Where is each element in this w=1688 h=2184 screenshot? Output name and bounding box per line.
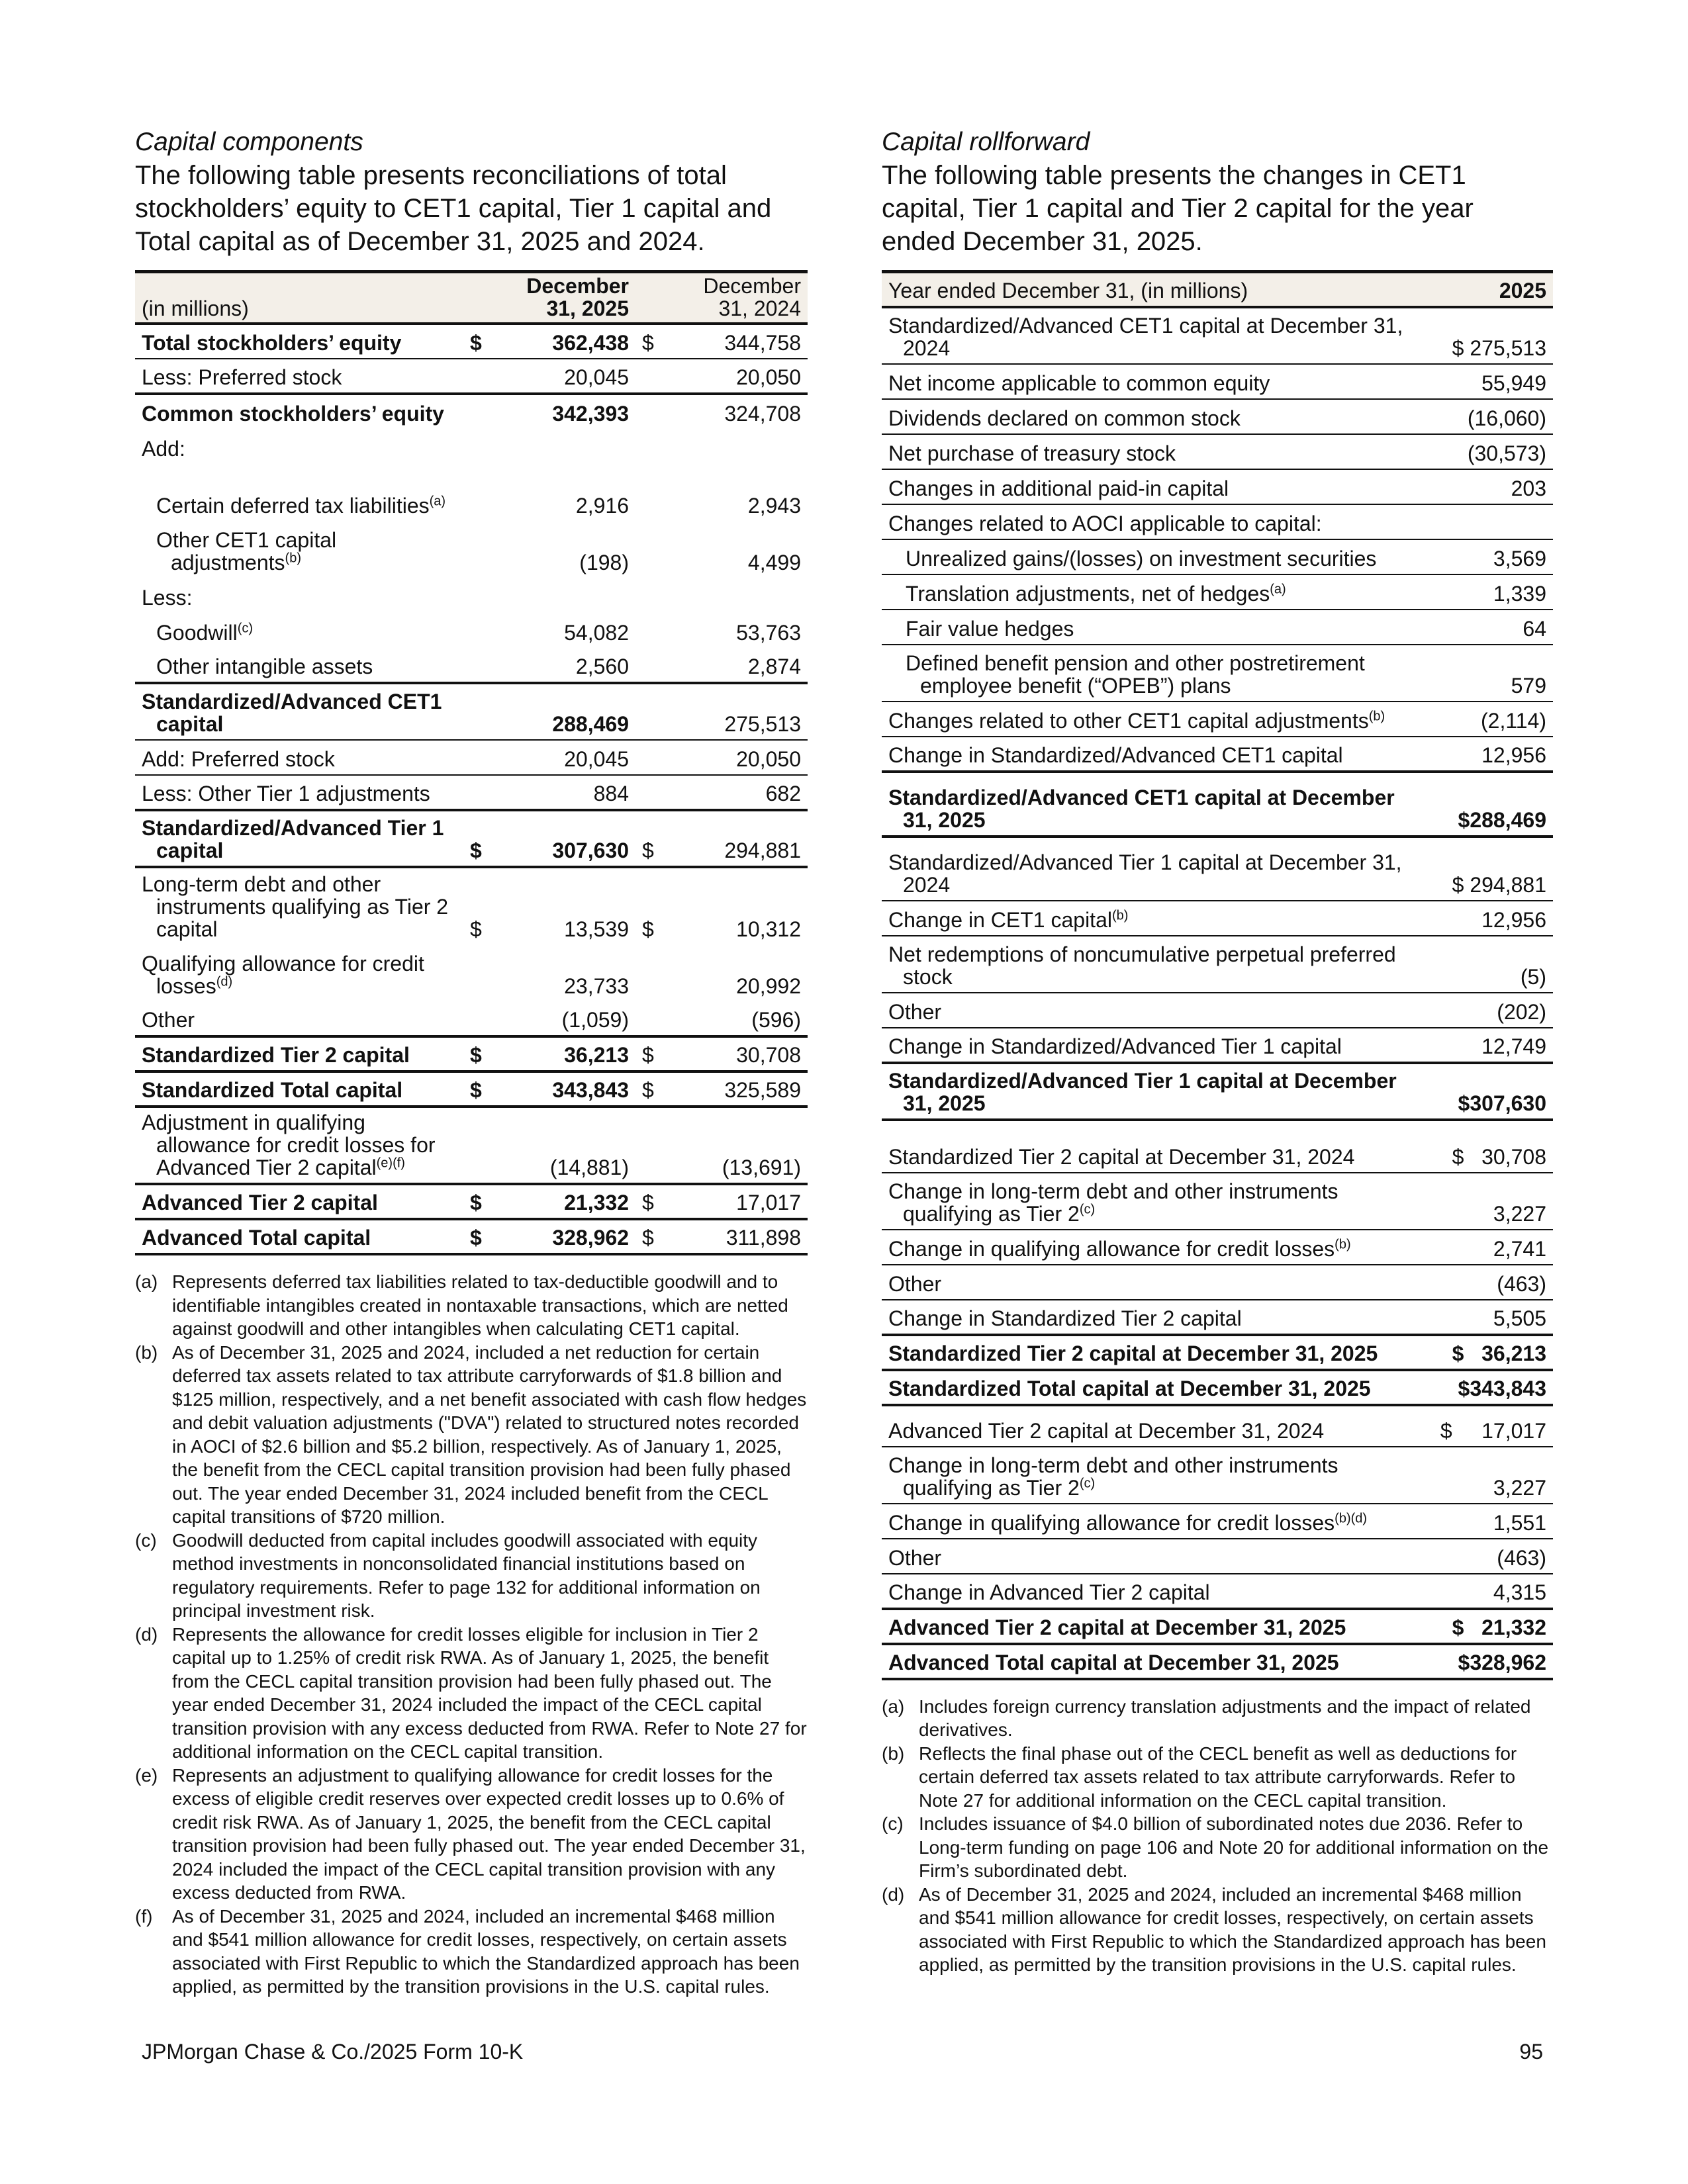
table-row: Change in qualifying allowance for credit losses$^{(b)(d)}$ 1,551 bbox=[882, 1504, 1553, 1539]
table-row: Standardized Tier 2 capital at December 31, 2025 $ 36,213 bbox=[882, 1335, 1553, 1370]
table-row: Certain deferred tax liabilities$^{(a)}$ 2,916 2,943 bbox=[156, 494, 801, 518]
table-row: Other (202) bbox=[882, 993, 1553, 1028]
table-row: Add: bbox=[142, 437, 185, 461]
footnote: (c) Includes issuance of $4.0 billion of subordinated notes due 2036. Refer to Long-term funding on page 106 and Note 20 for additional information on the Firm’s subordinated debt. bbox=[882, 1813, 1549, 1881]
section-title: Capital rollforward bbox=[882, 128, 1090, 156]
footnote: (c) Goodwill deducted from capital includes goodwill associated with equity method investments in nonconsolidated financial institutions based on regulatory requirements. Refer to page 132 for additional information on principal investment risk. bbox=[135, 1529, 761, 1621]
table-row: Less: Other Tier 1 adjustments 884 682 bbox=[135, 775, 808, 810]
table-row: Advanced Tier 2 capital at December 31, 2025 $ 21,332 bbox=[882, 1609, 1553, 1644]
table-row: Change in Advanced Tier 2 capital 4,315 bbox=[882, 1574, 1553, 1609]
page-footer-title: JPMorgan Chase & Co./2025 Form 10-K bbox=[142, 2040, 524, 2064]
table-row: Changes in additional paid-in capital 203 bbox=[882, 469, 1553, 504]
table-row: Net redemptions of noncumulative perpetual preferred stock (5) bbox=[882, 936, 1553, 993]
table-row: Unrealized gains/(losses) on investment securities 3,569 bbox=[882, 539, 1553, 574]
table-row: Less: bbox=[142, 586, 193, 610]
table-row: Goodwill$^{(c)}$ 54,082 53,763 bbox=[156, 621, 801, 645]
page-number: 95 bbox=[1519, 2040, 1543, 2064]
table-row: Standardized Tier 2 capital at December 31, 2024 $ 30,708 bbox=[882, 1120, 1553, 1173]
table-row: Standardized/Advanced CET1 capital 288,469 275,513 bbox=[135, 683, 808, 740]
table-row: Standardized Tier 2 capital $ 36,213 $ 30,708 bbox=[135, 1036, 808, 1071]
table-row: Change in long-term debt and other instruments qualifying as Tier 2$^{(c)}$ 3,227 bbox=[882, 1447, 1553, 1504]
table-row: Fair value hedges 64 bbox=[882, 610, 1553, 645]
header-col-2024: December 31, 2024 bbox=[669, 272, 808, 324]
section-title: Capital components bbox=[135, 128, 363, 156]
table-row: Add: Preferred stock 20,045 20,050 bbox=[135, 740, 808, 775]
table-row: Change in Standardized/Advanced CET1 capital 12,956 bbox=[882, 737, 1553, 772]
footnote: (f) As of December 31, 2025 and 2024, included an incremental $468 million and $541 million allowance for credit losses, respectively, on certain assets associated with First Republic to which the Standardized approach has been applied, as permitted by the transition provisions in the U.S. capital rules. bbox=[135, 1905, 800, 1997]
table-row: Less: Preferred stock 20,045 20,050 bbox=[135, 359, 808, 394]
table-row: Standardized Total capital at December 31, 2025 $343,843 bbox=[882, 1370, 1553, 1405]
footnote: (d) Represents the allowance for credit losses eligible for inclusion in Tier 2 capital up to 1.25% of credit risk RWA. As of January 1, 2025, the benefit from the CECL capital transition provision had been fully phased out. The year ended December 31, 2024 included the impact of the CECL capital transition provision with any excess deducted from RWA. Refer to Note 27 for additional information on the CECL capital transition. bbox=[135, 1623, 807, 1762]
table-row: Other intangible assets 2,560 2,874 bbox=[135, 648, 808, 683]
capital-components-section bbox=[135, 126, 808, 1999]
table-row: Advanced Total capital $ 328,962 $ 311,898 bbox=[135, 1219, 808, 1254]
table-header: Year ended December 31, (in millions) 2025 bbox=[882, 272, 1553, 307]
capital-rollforward-section bbox=[882, 126, 1553, 1977]
table-row: Standardized Total capital $ 343,843 $ 325,589 bbox=[135, 1071, 808, 1107]
table-row: Common stockholders’ equity 342,393 324,708 bbox=[142, 402, 801, 426]
table-row: Advanced Tier 2 capital $ 21,332 $ 17,017 bbox=[135, 1184, 808, 1219]
table-row: Dividends declared on common stock (16,060) bbox=[882, 399, 1553, 434]
footnote: (a) Represents deferred tax liabilities related to tax-deductible goodwill and to identifiable intangibles created in nontaxable transactions, which are netted against goodwill and other intangibles when calculating CET1 capital. bbox=[135, 1271, 788, 1339]
table-row: Net purchase of treasury stock (30,573) bbox=[882, 434, 1553, 469]
table-row: Total stockholders’ equity $ 362,438 $ 344,758 bbox=[135, 324, 808, 359]
table-row: Changes related to other CET1 capital adjustments$^{(b)}$ (2,114) bbox=[882, 702, 1553, 737]
table-row: Change in Standardized/Advanced Tier 1 capital 12,749 bbox=[882, 1028, 1553, 1063]
table-row: Other (463) bbox=[882, 1265, 1553, 1300]
footnotes bbox=[135, 1270, 808, 1999]
table-row: Change in Standardized Tier 2 capital 5,505 bbox=[882, 1300, 1553, 1335]
footnote: (b) Reflects the final phase out of the CECL benefit as well as deductions for certain deferred tax assets related to tax attribute carryforwards. Refer to Note 27 for additional information on the CECL capital transition. bbox=[882, 1743, 1517, 1811]
capital-rollforward-table bbox=[882, 270, 1553, 1680]
table-row: Long-term debt and other instruments qualifying as Tier 2 capital $ 13,539 $ 10,312 bbox=[142, 872, 801, 941]
table-row: Advanced Tier 2 capital at December 31, 2024 $ 17,017 bbox=[882, 1405, 1553, 1447]
capital-components-table bbox=[135, 270, 808, 1255]
table-row: Standardized/Advanced Tier 1 capital at December 31, 2025 $307,630 bbox=[882, 1063, 1553, 1120]
footnote: (b) As of December 31, 2025 and 2024, included a net reduction for certain deferred tax assets related to tax attribute carryforwards of $1.8 billion and $125 million, respectively, and a net benefit associated with cash flow hedges and debit valuation adjustments ("DVA") related to structured notes recorded in AOCI of $2.6 billion and $5.2 billion, respectively. As of January 1, 2025, the benefit from the CECL capital transition provision had been fully phased out. The year ended December 31, 2024 included benefit from the CECL capital transitions of $720 million. bbox=[135, 1342, 807, 1527]
table-row: Translation adjustments, net of hedges$^{(a)}$ 1,339 bbox=[882, 574, 1553, 610]
table-row: Change in long-term debt and other instruments qualifying as Tier 2$^{(c)}$ 3,227 bbox=[882, 1173, 1553, 1230]
table-row: Other CET1 capital adjustments$^{(b)}$ (198) 4,499 bbox=[156, 528, 801, 574]
header-label: (in millions) bbox=[135, 272, 463, 324]
footnote: (d) As of December 31, 2025 and 2024, included an incremental $468 million and $541 million allowance for credit losses, respectively, on certain assets associated with First Republic to which the Standardized approach has been applied, as permitted by the transition provisions in the U.S. capital rules. bbox=[882, 1884, 1546, 1975]
table-row: Standardized/Advanced Tier 1 capital at December 31, 2024 $ 294,881 bbox=[882, 837, 1553, 901]
footnote: (e) Represents an adjustment to qualifying allowance for credit losses for the excess of eligible credit reserves over expected credit losses up to 0.6% of credit risk RWA. As of January 1, 2025, the benefit from the CECL capital transition provision had been fully phased out. The year ended December 31, 2024 included the impact of the CECL capital transition provision with any excess deducted from RWA. bbox=[135, 1764, 806, 1903]
table-row: Defined benefit pension and other postretirement employee benefit (“OPEB”) plans 579 bbox=[882, 645, 1553, 702]
table-row: Advanced Total capital at December 31, 2025 $328,962 bbox=[882, 1644, 1553, 1679]
section-intro: The following table presents the changes in CET1 capital, Tier 1 capital and Tier 2 capital for the year ended December 31, 2025. bbox=[882, 161, 1474, 256]
table-row: Other (1,059) (596) bbox=[135, 1001, 808, 1036]
table-row: Standardized/Advanced CET1 capital at December 31, 2024 $ 275,513 bbox=[882, 307, 1553, 364]
footnotes bbox=[882, 1695, 1553, 1977]
section-intro: The following table presents reconciliations of total stockholders’ equity to CET1 capital, Tier 1 capital and Total capital as of December 31, 2025 and 2024. bbox=[135, 161, 772, 256]
table-row: Standardized/Advanced Tier 1 capital $ 307,630 $ 294,881 bbox=[135, 810, 808, 867]
table-row: Other (463) bbox=[882, 1539, 1553, 1574]
table-header bbox=[135, 272, 808, 324]
table-row: Adjustment in qualifying allowance for credit losses for Advanced Tier 2 capital$^{(e)(f)}$ (14,881) (13,691) bbox=[135, 1107, 808, 1184]
header-col-2025: December 31, 2025 bbox=[496, 272, 635, 324]
footnote: (a) Includes foreign currency translation adjustments and the impact of related derivatives. bbox=[882, 1696, 1531, 1740]
table-row: Net income applicable to common equity 55,949 bbox=[882, 364, 1553, 399]
table-row: Change in CET1 capital$^{(b)}$ 12,956 bbox=[882, 901, 1553, 936]
table-row: Change in qualifying allowance for credit losses$^{(b)}$ 2,741 bbox=[882, 1230, 1553, 1265]
table-row: Standardized/Advanced CET1 capital at December 31, 2025 $288,469 bbox=[882, 772, 1553, 837]
table-row: Changes related to AOCI applicable to capital: bbox=[882, 504, 1553, 539]
table-row: Qualifying allowance for credit losses$^{(d)}$ 23,733 20,992 bbox=[142, 952, 801, 998]
